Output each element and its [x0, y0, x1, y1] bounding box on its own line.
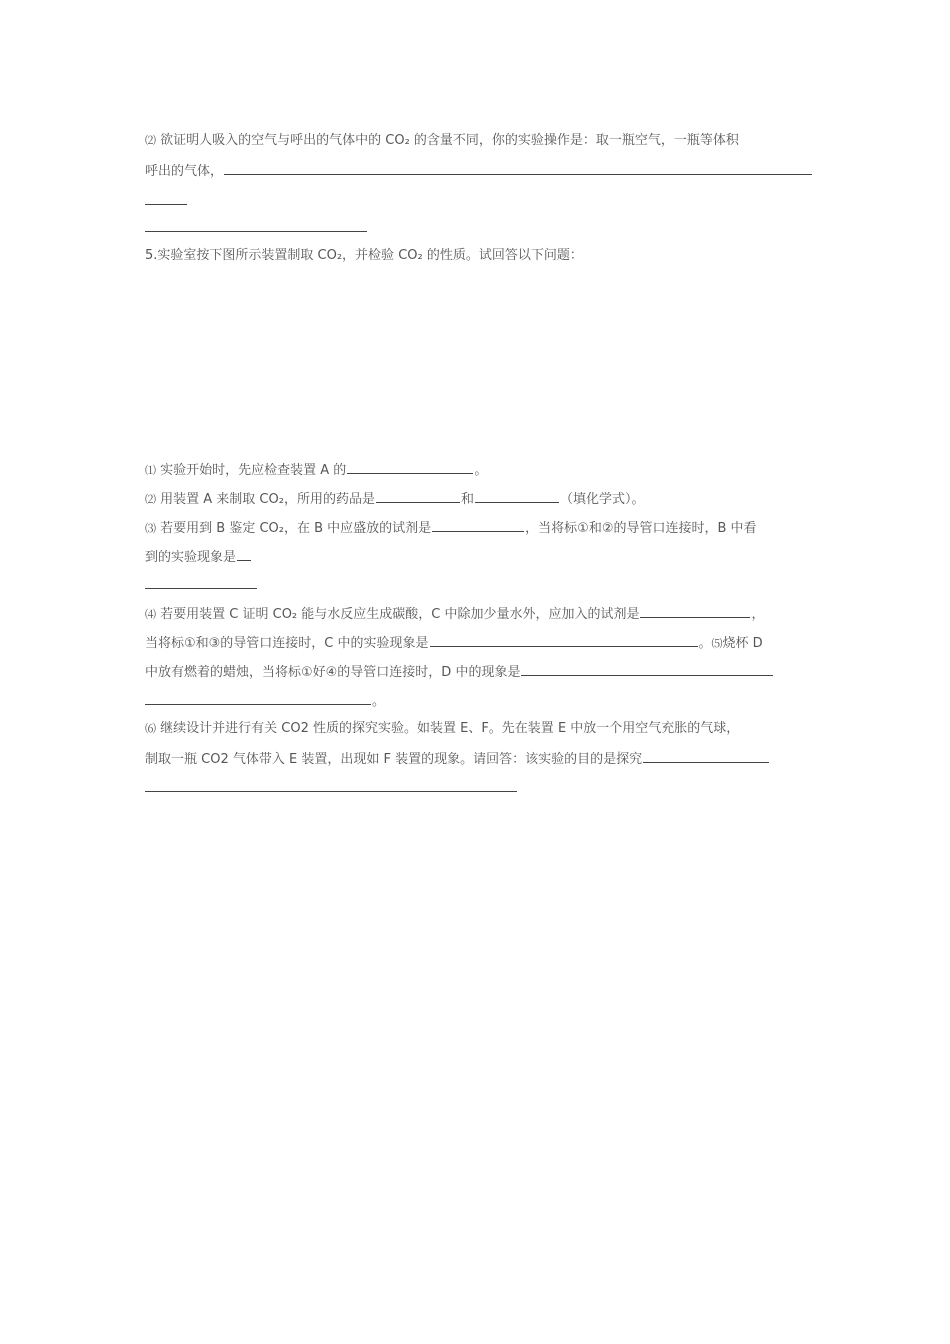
q5-p6-line1: [145, 719, 825, 739]
q5-p2-text-c: （填化学式）。: [559, 492, 645, 507]
q5-p3-answer-blank-3[interactable]: [145, 588, 257, 589]
q5-p5-line2: [145, 661, 825, 681]
q5-p1-text: 实验开始时，先应检查装置 A 的: [160, 463, 347, 478]
apparatus-figure-area: [145, 272, 815, 450]
q5-p3-answer-blank-2[interactable]: [237, 546, 251, 561]
q5-p6-text-a: 继续设计并进行有关 CO2 性质的探究实验。如装置 E、F。先在装置 E 中放一个用空气充胀的气球，: [160, 721, 740, 736]
q5-p3-marker: ⑶: [145, 522, 156, 535]
q5-p6-answer-blank-2[interactable]: [145, 791, 517, 792]
q4-part2-line2: [145, 160, 825, 180]
q4-part2-text-b: 呼出的气体，: [145, 164, 224, 179]
q5-p5-text-b: 中放有燃着的蜡烛，当将标①好④的导管口连接时，D 中的现象是: [145, 665, 521, 680]
q5-p4-marker: ⑷: [145, 608, 156, 621]
q5-p4-line2: [145, 632, 825, 652]
q5-p2: [145, 488, 825, 508]
q5-p2-text-a: 用装置 A 来制取 CO₂，所用的药品是: [160, 492, 375, 507]
q5-p2-text-b: 和: [460, 492, 474, 507]
q4-part2-answer-blank-2[interactable]: [145, 204, 187, 205]
q5-p5-line3: [145, 690, 825, 710]
q5-p5-end: 。: [372, 694, 386, 709]
q5-p4-answer-blank-2[interactable]: [430, 632, 698, 647]
q5-p1: [145, 459, 825, 479]
q5-p5-answer-blank-2[interactable]: [145, 690, 371, 705]
q5-p3-line2: [145, 546, 825, 566]
q5-p5-answer-blank-1[interactable]: [521, 661, 773, 676]
q5-p3-text-b: ，当将标①和②的导管口连接时，B 中看: [525, 521, 757, 536]
q4-part2-answer-blank-3[interactable]: [145, 231, 367, 232]
q5-title: 5.实验室按下图所示装置制取 CO₂，并检验 CO₂ 的性质。试回答以下问题：: [145, 248, 583, 263]
q5-p4-text-b: ，: [751, 607, 765, 622]
q4-part2-answer-blank-1[interactable]: [224, 160, 812, 175]
q5-p1-answer-blank[interactable]: [347, 459, 473, 474]
q5-p3-answer-blank-1[interactable]: [432, 517, 524, 532]
q5-p6-answer-blank-1[interactable]: [643, 748, 769, 763]
q5-p5-marker: ⑸: [711, 637, 723, 650]
q5-p5-text-a: 烧杯 D: [722, 636, 763, 651]
q5-p1-marker: ⑴: [145, 464, 156, 477]
q5-p4-text-d: 。: [698, 636, 712, 651]
q5-p2-marker: ⑵: [145, 493, 156, 506]
q5-p4-text-c: 当将标①和③的导管口连接时，C 中的实验现象是: [145, 636, 429, 651]
q4-part2-line1: [145, 131, 825, 151]
q5-p3-line1: [145, 517, 825, 537]
q5-p3-text-c: 到的实验现象是: [145, 550, 237, 565]
q5-p2-answer-blank-2[interactable]: [475, 488, 559, 503]
q5-p6-text-b: 制取一瓶 CO2 气体带入 E 装置，出现如 F 装置的现象。请回答：该实验的目的是探究: [145, 752, 643, 767]
q5-p3-text-a: 若要用到 B 鉴定 CO₂，在 B 中应盛放的试剂是: [160, 521, 432, 536]
q5-p2-answer-blank-1[interactable]: [376, 488, 460, 503]
q4-part2-marker: ⑵: [145, 134, 156, 147]
q4-part2-text-a: 欲证明人吸入的空气与呼出的气体中的 CO₂ 的含量不同，你的实验操作是：取一瓶空气，一瓶等体积: [160, 133, 739, 148]
q5-p6-marker: ⑹: [145, 722, 156, 735]
q5-p1-end: 。: [474, 463, 488, 478]
q5-p4-answer-blank-1[interactable]: [640, 603, 750, 618]
q5-p4-line1: [145, 603, 825, 623]
q5-p6-line2: [145, 748, 825, 768]
q5-p4-text-a: 若要用装置 C 证明 CO₂ 能与水反应生成碳酸，C 中除加少量水外，应加入的试剂是: [160, 607, 640, 622]
